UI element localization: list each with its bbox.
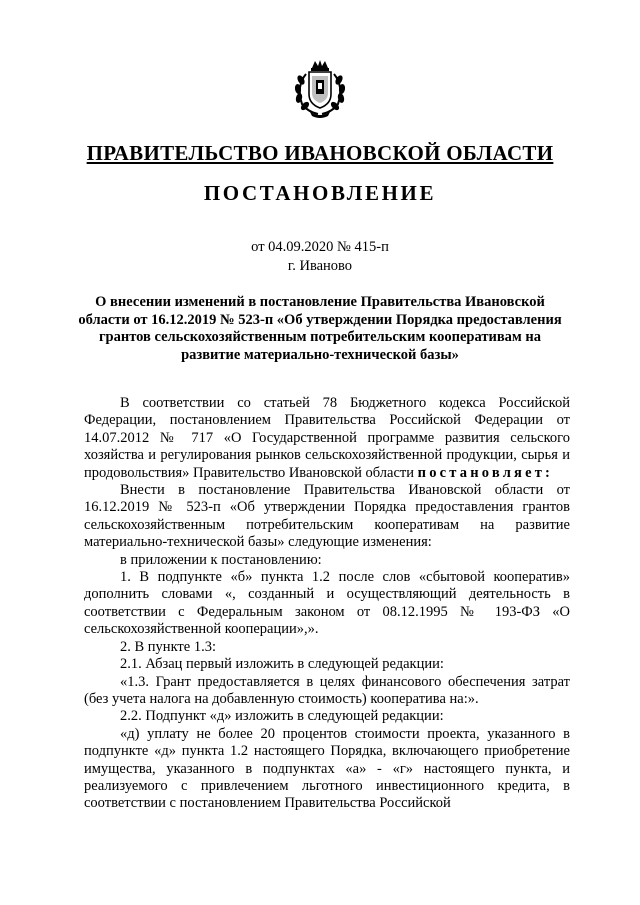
paragraph-item-2-2: 2.2. Подпункт «д» изложить в следующей редакции:: [120, 708, 444, 725]
government-name: ПРАВИТЕЛЬСТВО ИВАНОВСКОЙ ОБЛАСТИ: [86, 141, 554, 165]
document-body: [84, 395, 570, 813]
decree-word: постановляет:: [417, 464, 554, 481]
paragraph-preamble: [84, 395, 570, 482]
paragraph-item-2: 2. В пункте 1.3:: [120, 638, 216, 655]
paragraph-appendix: в приложении к постановлению:: [120, 551, 322, 568]
paragraph-item-1: 1. В подпункте «б» пункта 1.2 после слов «сбытовой кооператив» дополнить словами «, созданный и осуществляющий деятельность в соответствии с Федеральным законом от 08.12.1995 № 193-ФЗ «О сельскохозяйственной кооперации»,».: [84, 569, 570, 638]
paragraph-quote-1-3: «1.3. Грант предоставляется в целях финансового обеспечения затрат (без учета налога на добавленную стоимость) кооператива на:».: [84, 673, 570, 707]
ivanovo-coat-of-arms-icon: [290, 58, 350, 120]
paragraph-amend: Внести в постановление Правительства Ивановской области от 16.12.2019 № 523-п «Об утверждении Порядка предоставления грантов сельскохозяйственным потребительским кооперативам на развитие материально-технической базы» следующие изменения:: [84, 482, 570, 551]
document-city: г. Иваново: [287, 258, 353, 274]
document-heading: О внесении изменений в постановление Правительства Ивановской области от 16.12.2019 № 523-п «Об утверждении Порядка предоставления грантов сельскохозяйственным потребительским кооперативам на развитие материально-технической базы»: [78, 294, 562, 363]
paragraph-item-2-1: 2.1. Абзац первый изложить в следующей редакции:: [120, 656, 444, 673]
paragraph-subitem-d: «д) уплату не более 20 процентов стоимости проекта, указанного в подпункте «д» пункта 1.2 настоящего Порядка, включающего приобретение имущества, указанного в подпунктах «а» - «г» настоящего пункта, и реализуемого с привлечением льготного инвестиционного кредита, в соответствии с постановлением Правительства Российской: [84, 725, 570, 812]
document-type: ПОСТАНОВЛЕНИЕ: [203, 181, 437, 205]
document-date-number: от 04.09.2020 № 415-п: [251, 239, 389, 255]
preamble-text: В соответствии со статьей 78 Бюджетного кодекса Российской Федерации, постановлением Правительства Российской Федерации от 14.07.2012 № 717 «О Государственной программе развития сельского хозяйства и регулирования рынков сельскохозяйственной продукции, сырья и продовольствия» Правительство Ивановской области: [84, 395, 570, 481]
